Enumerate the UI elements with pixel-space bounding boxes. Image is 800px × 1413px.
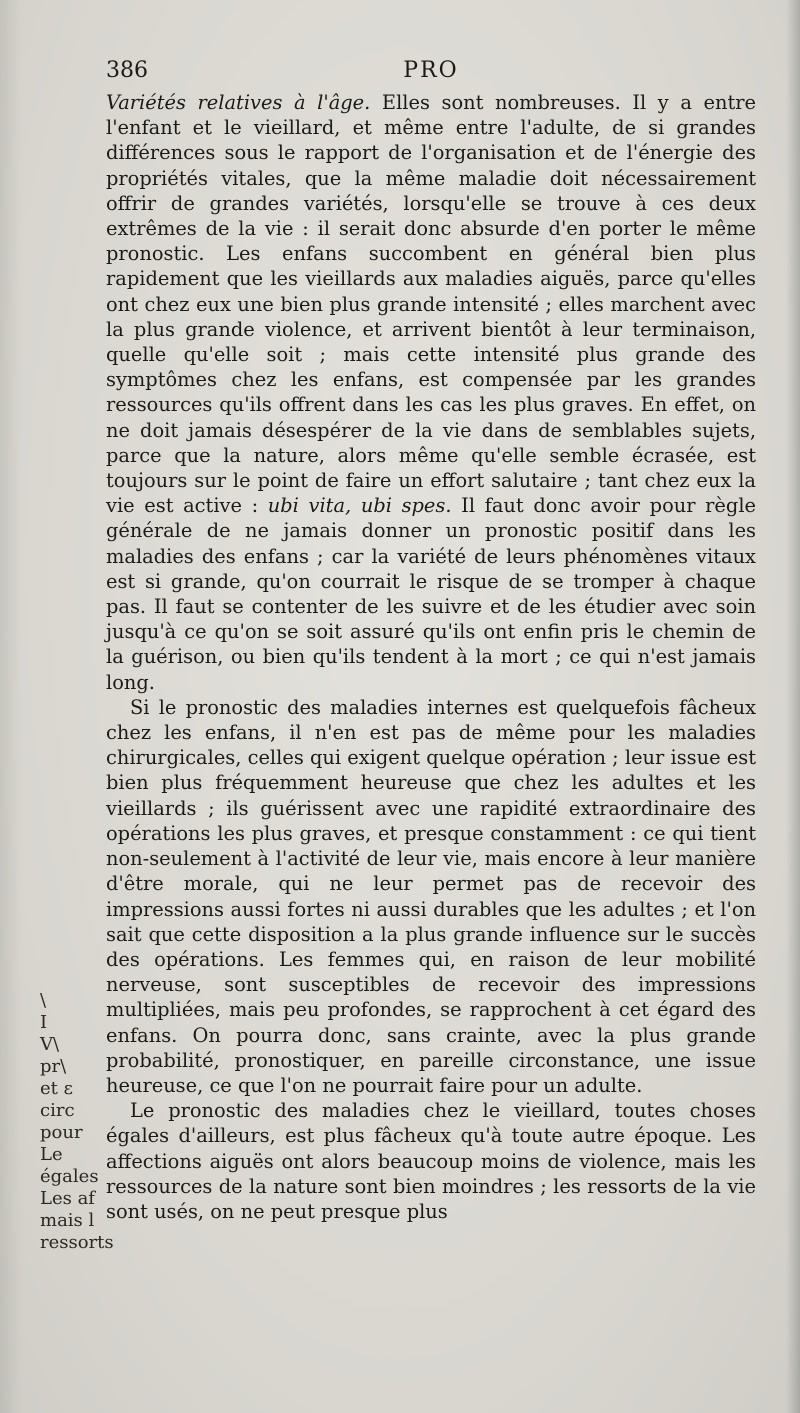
margin-fragment: et ɛ xyxy=(40,1078,73,1099)
page-number: 386 xyxy=(106,58,148,83)
body-text xyxy=(106,90,756,1224)
margin-fragment: pr\ xyxy=(40,1056,67,1077)
margin-fragment: ressorts xyxy=(40,1232,114,1253)
page-edge-shadow xyxy=(786,0,800,1413)
margin-fragment: \ xyxy=(40,990,47,1011)
paragraph-1-text-a: Elles sont nombreuses. Il y a entre l'enfant et le vieillard, et même entre l'adulte, de si grandes différences sous le rapport de l'organisation et de l'énergie des propriétés vitales, que la même maladie doit nécessairement offrir de grandes variétés, lorsqu'elle se trouve à ces deux extrêmes de la vie : il serait donc absurde d'en porter le même pronostic. Les enfans succombent en général bien plus rapidement que les vieillards aux maladies aiguës, parce qu'elles ont chez eux une bien plus grande intensité ; elles marchent avec la plus grande violence, et arrivent bientôt à leur terminaison, quelle qu'elle soit ; mais cette intensité plus grande des symptômes chez les enfans, est compensée par les grandes ressources qu'ils offrent dans les cas les plus graves. En effet, on ne doit jamais désespérer de la vie dans de semblables sujets, parce que la nature, alors même qu'elle semble écrasée, est toujours sur le point de faire un effort salutaire ; tant chez eux la vie est active : xyxy=(106,91,756,518)
page-header xyxy=(106,58,756,88)
margin-fragment: circ xyxy=(40,1100,75,1121)
margin-fragment: Les af xyxy=(40,1188,95,1209)
paragraph-1-text-b: Il faut donc avoir pour règle générale de ne jamais donner un pronostic positif dans les maladies des enfans ; car la variété de leurs phénomènes vitaux est si grande, qu'on courrait le risque de se tromper à chaque pas. Il faut se contenter de les suivre et de les étudier avec soin jusqu'à ce qu'on se soit assuré qu'ils ont enfin pris le chemin de la guérison, ou bien qu'ils tendent à la mort ; ce qui n'est jamais long. xyxy=(106,494,757,694)
margin-fragment: pour xyxy=(40,1122,83,1143)
paragraph-2: Si le pronostic des maladies internes est quelquefois fâcheux chez les enfans, il n'en est pas de même pour les maladies chirurgicales, celles qui exigent quelque opération ; leur issue est bien plus fréquemment heureuse que chez les adultes et les vieillards ; ils guérissent avec une rapidité extraordinaire des opérations les plus graves, et presque constamment : ce qui tient non-seulement à l'activité de leur vie, mais encore à leur manière d'être morale, qui ne leur permet pas de recevoir des impressions aussi fortes ni aussi durables que les adultes ; et l'on sait que cette disposition a la plus grande influence sur le succès des opérations. Les femmes qui, en raison de leur mobilité nerveuse, sont susceptibles de recevoir des impressions multipliées, mais peu profondes, se rapprochent à cet égard des enfans. On pourra donc, sans crainte, avec la plus grande probabilité, pronostiquer, en pareille circonstance, une issue heureuse, ce que l'on ne pourrait faire pour un adulte. xyxy=(106,695,756,1097)
latin-phrase: ubi vita, ubi spes. xyxy=(267,494,452,518)
margin-fragment: I xyxy=(40,1012,48,1033)
bleed-through-margin-text xyxy=(40,990,150,1254)
paragraph-3: Le pronostic des maladies chez le vieillard, toutes choses égales d'ailleurs, est plus fâcheux qu'à toute autre époque. Les affections aiguës ont alors beaucoup moins de violence, mais les ressources de la nature sont bien moindres ; les ressorts de la vie sont usés, on ne peut presque plus xyxy=(106,1099,756,1223)
page-gutter-shadow xyxy=(0,0,22,1413)
running-head: PRO xyxy=(403,58,459,83)
paragraph-1 xyxy=(106,90,756,695)
margin-fragment: mais l xyxy=(40,1210,95,1231)
margin-fragment: égales xyxy=(40,1166,99,1187)
margin-fragment: V\ xyxy=(40,1034,60,1055)
section-heading: Variétés relatives à l'âge. xyxy=(106,91,371,114)
margin-fragment: Le xyxy=(40,1144,63,1165)
